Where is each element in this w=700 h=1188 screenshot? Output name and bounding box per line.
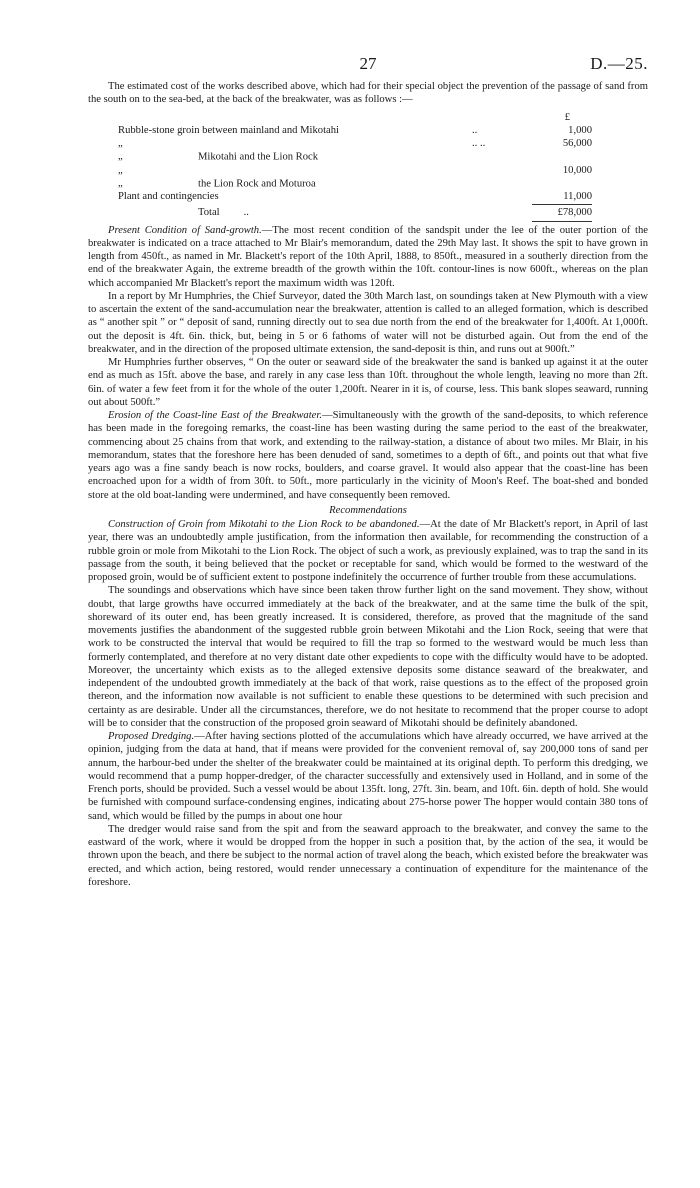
cost-row-value: 56,000 [562, 138, 592, 149]
paragraph-present-condition [88, 224, 648, 290]
total-label: Total [198, 207, 220, 219]
paragraph-humphries-report: In a report by Mr Humphries, the Chief Surveyor, dated the 30th March last, on soundings taken at New Plymouth with a view to ascertain the extent of the sand-accumulation near the breakwater, attention is called to an alleged formation, which is described as “ another spit ” or “ deposit of sand, running directly out to sea due north from the end of the breakwater for 1,400ft. At 1,000ft. out the deposit is 4ft. 6in. thick, but, being in 5 or 6 fathoms of water will not be disturbed again. Out from the end of the breakwater, and in the direction of the proposed ultimate extension, the sand-deposit is thin, and runs out at 900ft.” [88, 290, 648, 355]
section-title: Erosion of the Coast-line East of the Breakwater. [108, 410, 322, 421]
recommendations-heading: Recommendations [329, 504, 407, 516]
paragraph-text: —At the date of Mr Blackett's report, in April of last year, there was an undoubtedly ample justification, from the information then available, for recommending the construction of a rubble groin or mole from Mikotahi to the Lion Rock. The object of such a work, as previously explained, was to trap the sand in its passage from the south, it being believed that the pocket or receptable for sand, which would be formed to the westward of the proposed groin, would be of sufficient extent to postpone indefinitely the occurrence of further trouble from these accumulations. [88, 519, 648, 583]
intro-paragraph: The estimated cost of the works described above, which had for their special object the prevention of the passage of sand from the south on to the sea-bed, at the back of the breakwater, was as follows :— [88, 81, 648, 106]
cost-row-dots [472, 190, 522, 203]
cost-row-value: 11,000 [563, 191, 592, 202]
currency-symbol: £ [564, 111, 570, 123]
ditto-marks: „ „ [118, 138, 151, 163]
paragraph-text: —Simultaneously with the growth of the sand-deposits, to which reference has been made in the foregoing remarks, the coast-line has been wasting during the same period to the east of the breakwater, commencing about 25 chains from that work, and extending to the railway-station, a distance of about two miles. Mr Blair, in his memorandum, states that the foreshore here has been denuded of sand, sometimes to a depth of 6ft., and points out that what five years ago was a fine sandy beach is now rocks, boulders, and coarse gravel. It would also appear that the coast-line has been encroached upon for a width of from 30ft. to 50ft., more particularly in the vicinity of Moon's Reef. The boat-shed and bonded store at the old boat-landing were undermined, and have consequently been removed. [88, 410, 648, 501]
section-title: Present Condition of Sand-growth. [108, 224, 262, 236]
cost-row [118, 164, 592, 191]
cost-row-dots: .. .. [472, 138, 486, 149]
section-title: Proposed Dredging. [108, 731, 195, 742]
section-title: Construction of Groin from Mikotahi to the Lion Rock to be abandoned. [108, 519, 420, 530]
sum-rule [532, 204, 592, 205]
total-value: £78,000 [557, 207, 592, 219]
cost-row [118, 124, 592, 137]
cost-row-label: Rubble-stone groin between mainland and Mikotahi [118, 124, 339, 136]
paragraph-text: —After having sections plotted of the accumulations which have already occurred, we have arrived at the opinion, judging from the data at hand, that if means were provided for the convenient removal of, say 200,000 tons of sand per annum, the harbour-bed under the shelter of the breakwater could be maintained at its original depth. To perform this dredging, we would recommend that a pump hopper-dredger, of the character successfully and extensively used in Holland, and in some of the French ports, should be provided. Such a vessel would be about 135ft. long, 27ft. 3in. beam, and 10ft. 6in. depth of hold. She would be furnished with compound surface-condensing engines, indicating about 275-horse power The hopper would contain 380 tons of sand, which would be filled by the pumps in about one hour [88, 731, 648, 822]
paragraph-erosion [88, 409, 648, 502]
cost-row [118, 190, 592, 203]
ditto-marks: „ „ [118, 164, 151, 189]
cost-row-label: Mikotahi and the Lion Rock [198, 151, 319, 163]
cost-row-value: 1,000 [568, 124, 592, 136]
document-page [88, 54, 648, 889]
cost-row-label: the Lion Rock and Moturoa [198, 177, 316, 189]
total-rule [532, 221, 592, 222]
page-number: 27 [359, 54, 377, 73]
cost-row [118, 137, 592, 164]
page-header [88, 54, 648, 80]
paragraph-humphries-observes: Mr Humphries further observes, “ On the outer or seaward side of the breakwater the sand is banked up against it at the outer end as much as 15ft. above the base, and rarely in any case less than 10ft. throughout the whole length, leaving no more than 2ft. 6in. of water a few feet from it for the whole of the outer 1,200ft. Nearer in it is, of course, less. This bank slopes seaward, running out about 500ft.” [88, 357, 648, 408]
cost-row-label: Plant and contingencies [118, 191, 219, 202]
cost-total-row [118, 206, 592, 219]
total-dots: .. [243, 207, 249, 219]
cost-currency-row [118, 111, 592, 124]
cost-row-dots [472, 164, 522, 191]
cost-row-dots: .. [472, 124, 478, 136]
paragraph-text: —The most recent condition of the sandspit under the lee of the outer portion of the breakwater is indicated on a trace attached to Mr Blair's memorandum, dated the 29th May last. It shows the spit to have grown in length from 450ft., as named in Mr. Blackett's report of the 10th April, 1888, to 850ft., measured in a southerly direction from the end of the breakwater Again, the extreme breadth of the growth within the 10ft. contour-lines is now 600ft., whereas on the plan which accompanied Mr Blackett's report the maximum width was 120ft. [88, 224, 648, 289]
paragraph-groin-abandoned [88, 518, 648, 584]
paragraph-soundings: The soundings and observations which have since been taken throw further light on the sand movement. They show, without doubt, that large growths have occurred immediately at the back of the breakwater, and at the same time the bulk of the spit, shoreward of its outer end, has been greatly increased. It is considered, therefore, as proved that the magnitude of the sand movements justifies the abandonment of the suggested rubble groin between Mikotahi and the Lion Rock, seeing that were that work to be constructed the interval that would be required to fill the trap so formed to the westward would be much less than formerly contemplated, and therefore at no very distant date other expedients to cope with the difficulty would have to be adopted. Moreover, the uncertainty which exists as to the alleged extensive deposits some distance seaward of the breakwater, and independent of the undoubted growth immediately at the back of that work, raise questions as to the effect of the proposed groin thereon, and the information now available is not sufficient to enable these questions to be determined with such precision and certainty as are desirable. Under all the circumstances, therefore, we do not hesitate to recommend that the proper course to adopt will be to consider that the construction of the proposed groin seaward of Mikotahi should be definitely abandoned. [88, 585, 648, 729]
cost-table [118, 111, 592, 222]
document-id: D.—25. [590, 54, 648, 73]
paragraph-dredger-operation: The dredger would raise sand from the spit and from the seaward approach to the breakwater, and convey the same to the eastward of the work, where it would be dropped from the hopper in such a position that, by the action of the sea, it would be thrown upon the beach, and there be subject to the normal action of travel along the beach, which existed before the breakwater was erected, and which action, being restored, would render unnecessary a continuation of expenditure for the maintenance of the foreshore. [88, 823, 648, 888]
paragraph-dredging [88, 730, 648, 823]
cost-row-value: 10,000 [562, 164, 592, 176]
